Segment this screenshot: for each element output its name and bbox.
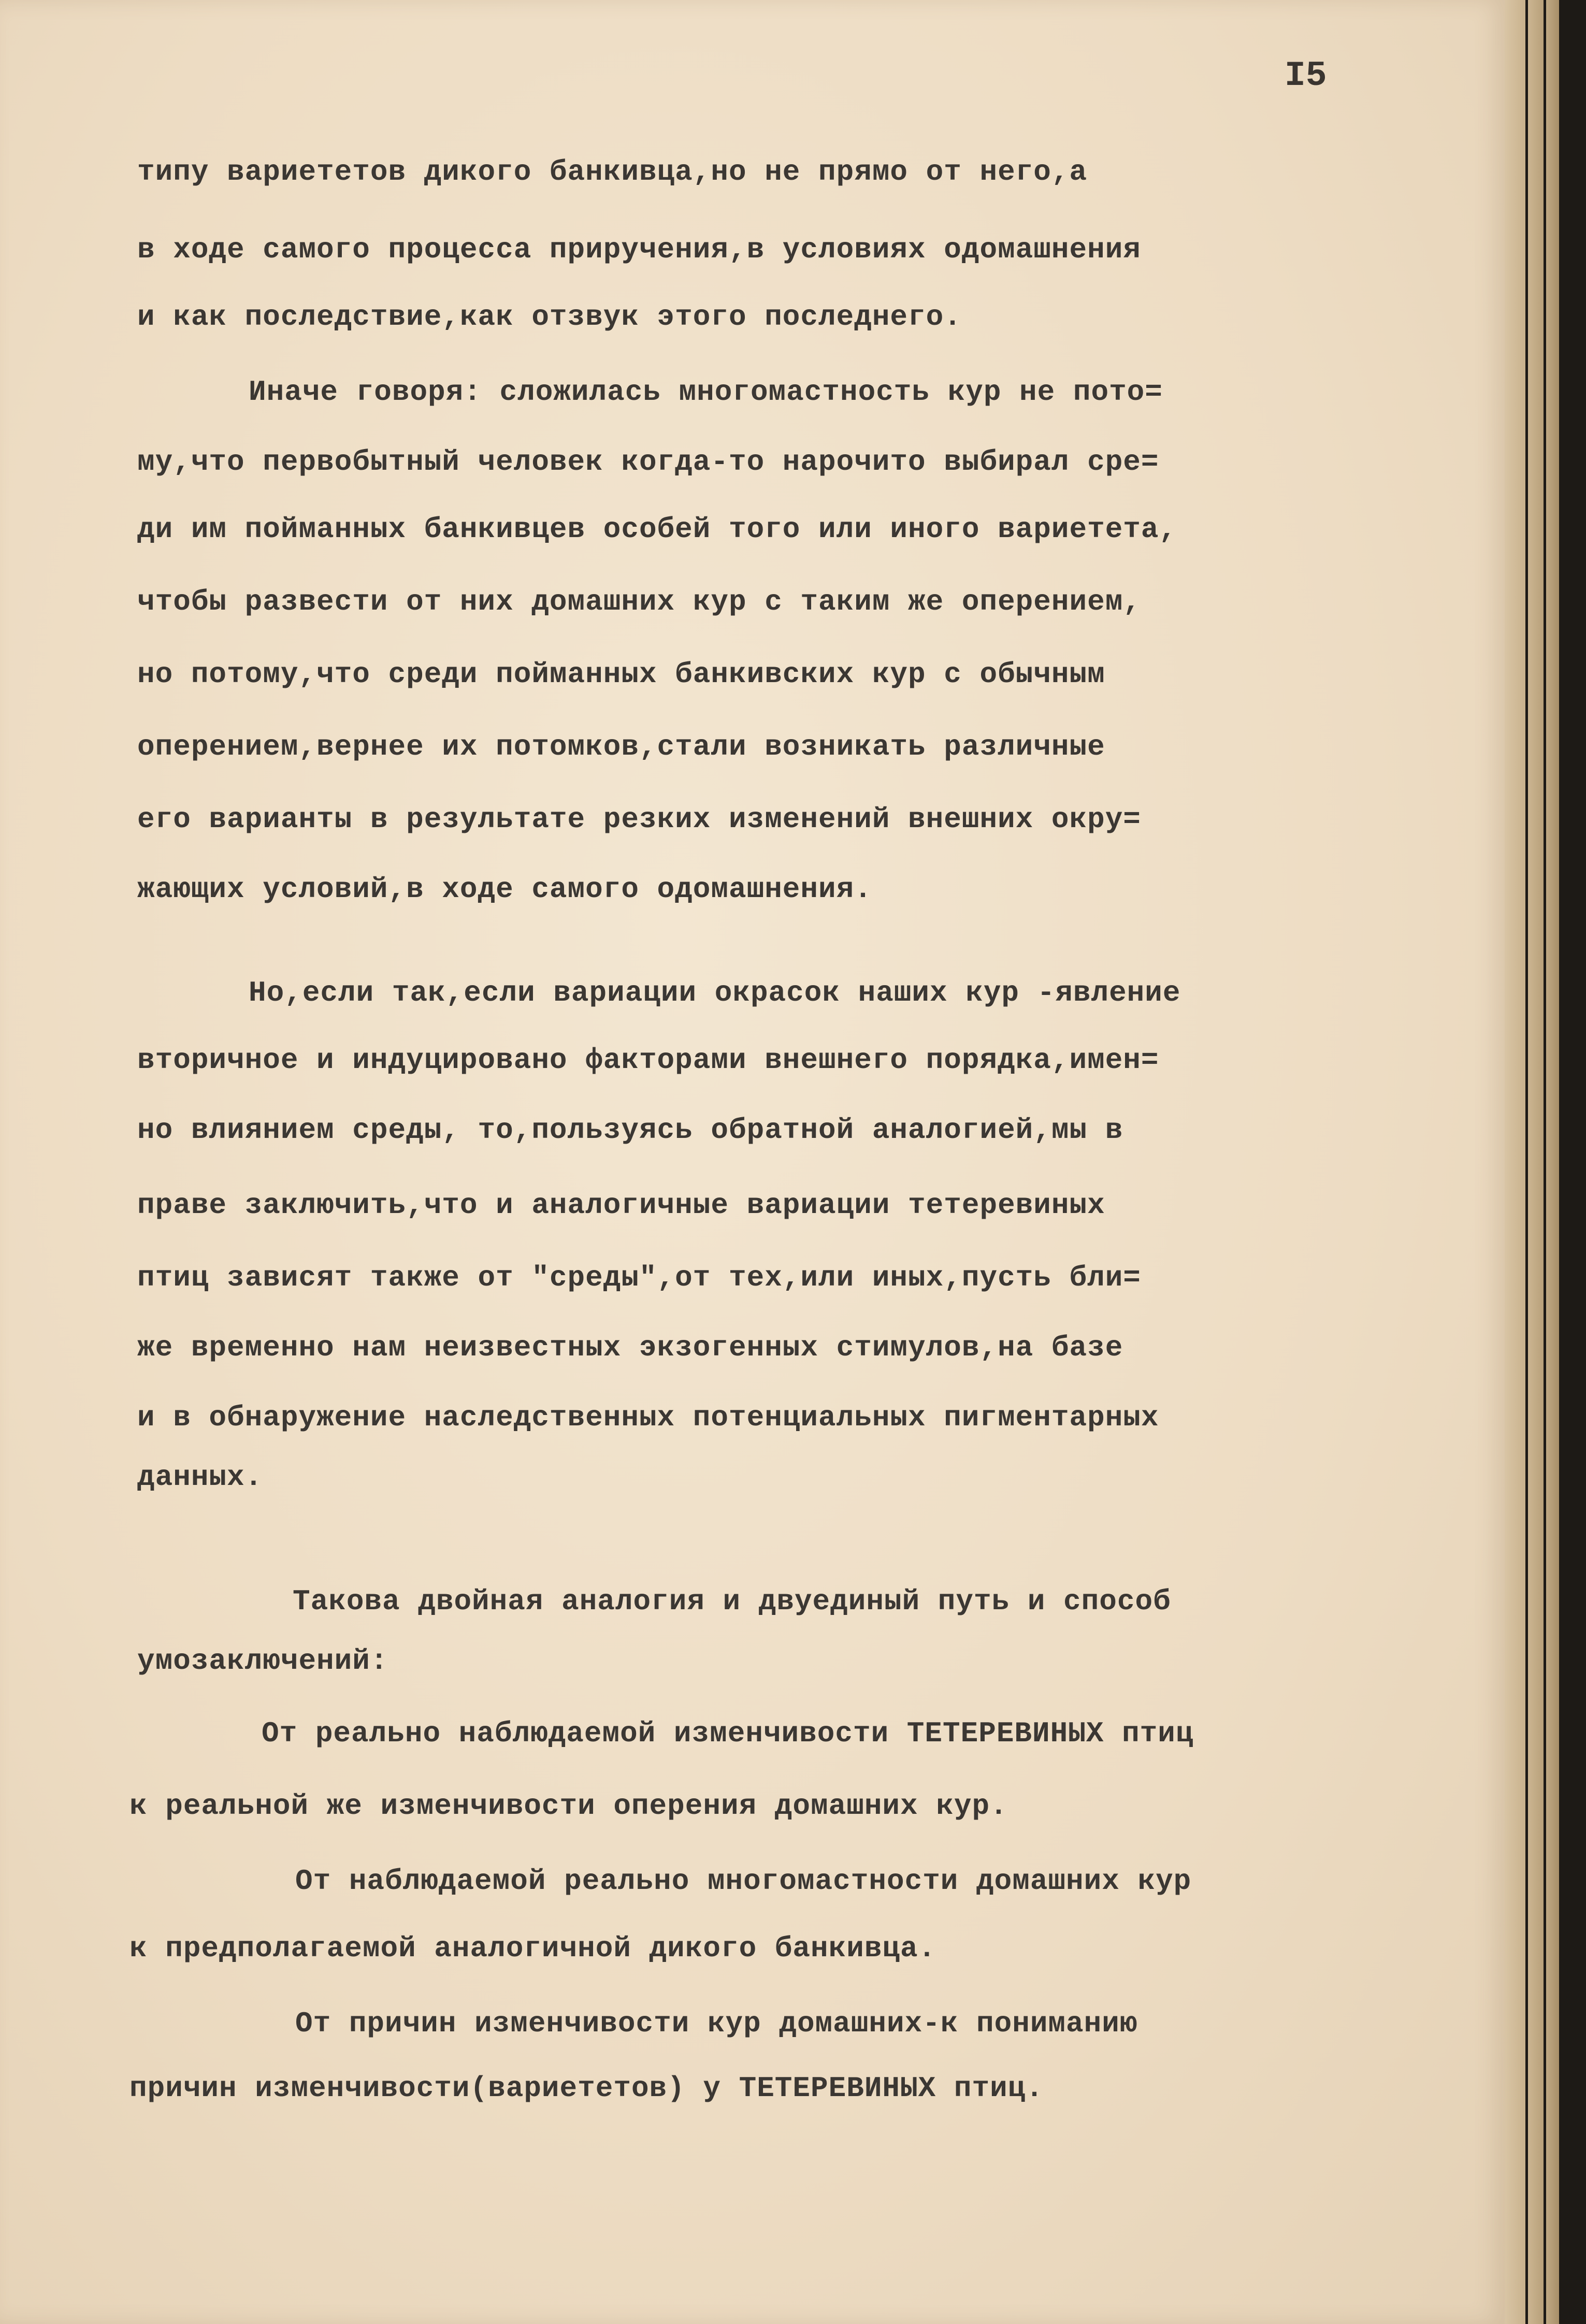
text-line: От реально наблюдаемой изменчивости ТЕТЕРЕВИНЫХ птиц — [262, 1717, 1194, 1750]
text-line: Такова двойная аналогия и двуединый путь и способ — [293, 1585, 1171, 1618]
text-line: вторичное и индуцировано факторами внешнего порядка,имен= — [137, 1044, 1159, 1077]
text-line: Но,если так,если вариации окрасок наших кур -явление — [249, 976, 1181, 1009]
page-edge — [1505, 0, 1525, 2324]
text-line: праве заключить,что и аналогичные вариации тетеревиных — [137, 1189, 1105, 1222]
background-border — [1562, 0, 1586, 2324]
text-line: к реальной же изменчивости оперения домашних кур. — [129, 1789, 1008, 1823]
text-line: От причин изменчивости кур домашних-к пониманию — [295, 2007, 1138, 2040]
text-line: данных. — [137, 1461, 263, 1494]
text-line: его варианты в результате резких изменений внешних окру= — [137, 803, 1141, 836]
text-line: причин изменчивости(вариететов) у ТЕТЕРЕВИНЫХ птиц. — [129, 2072, 1044, 2105]
text-line: но влиянием среды, то,пользуясь обратной аналогией,мы в — [137, 1114, 1123, 1147]
text-line: умозаключений: — [137, 1644, 388, 1678]
text-line: чтобы развести от них домашних кур с таким же оперением, — [137, 585, 1141, 618]
text-line: жающих условий,в ходе самого одомашнения. — [137, 873, 872, 906]
text-line: же временно нам неизвестных экзогенных стимулов,на базе — [137, 1331, 1123, 1364]
text-line: в ходе самого процесса приручения,в условиях одомашнения — [137, 233, 1141, 266]
text-line: му,что первобытный человек когда-то нарочито выбирал сре= — [137, 445, 1159, 479]
text-line: Иначе говоря: сложилась многомастность кур не пото= — [249, 376, 1163, 409]
page-edge — [1546, 0, 1559, 2324]
text-line: к предполагаемой аналогичной дикого банкивца. — [129, 1932, 936, 1965]
page-edge — [1528, 0, 1544, 2324]
text-line: птиц зависят также от "среды",от тех,или иных,пусть бли= — [137, 1261, 1141, 1294]
text-line: и как последствие,как отзвук этого последнего. — [137, 300, 962, 334]
text-line: типу вариететов дикого банкивца,но не прямо от него,а — [137, 155, 1088, 189]
text-line: оперением,вернее их потомков,стали возникать различные — [137, 730, 1105, 763]
text-line: и в обнаружение наследственных потенциальных пигментарных — [137, 1401, 1159, 1434]
page-number: I5 — [1285, 56, 1327, 96]
text-line: От наблюдаемой реально многомастности домашних кур — [295, 1865, 1192, 1898]
text-line: но потому,что среди пойманных банкивских кур с обычным — [137, 658, 1105, 691]
text-line: ди им пойманных банкивцев особей того или иного вариетета, — [137, 513, 1177, 546]
